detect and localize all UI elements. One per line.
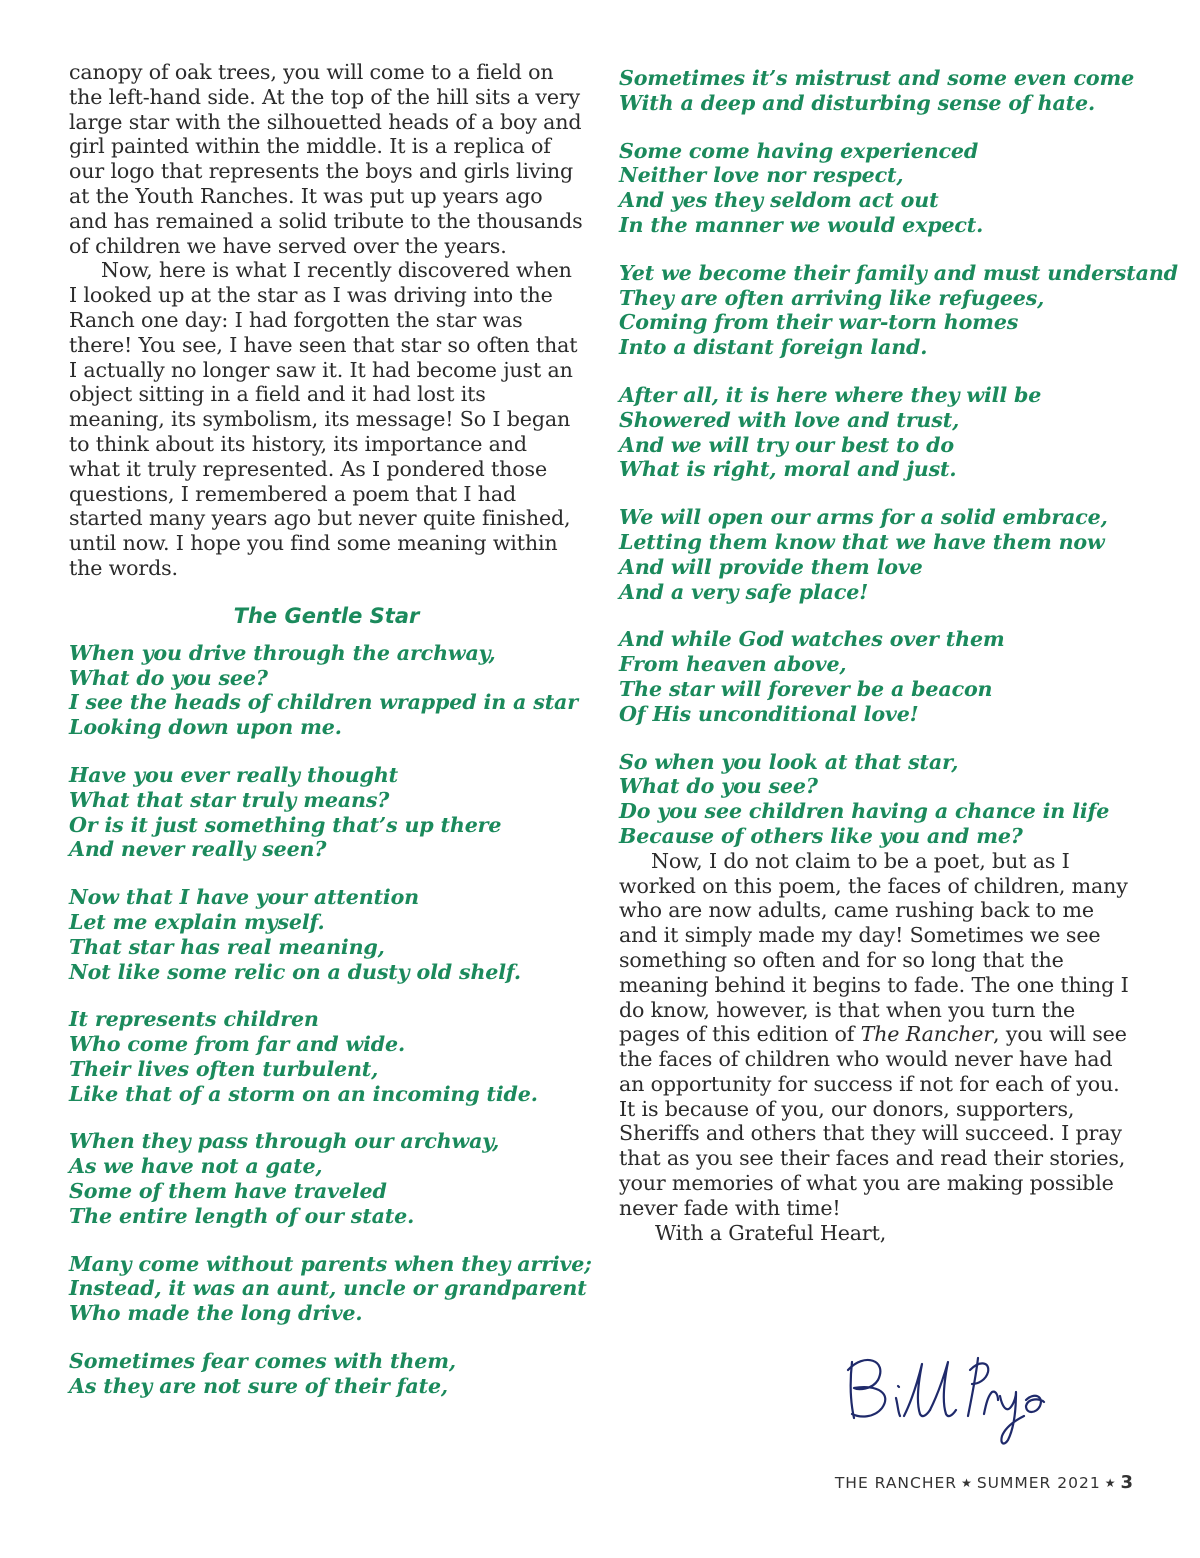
poem-line: What that star truly means?: [69, 787, 390, 812]
poem-line: Looking down upon me.: [69, 715, 342, 740]
poem-line: Letting them know that we have them now: [619, 529, 1105, 554]
poem-line: What do you see?: [69, 665, 268, 690]
poem-line: What is right, moral and just.: [619, 457, 957, 482]
closing-text-end: , you will see the faces of children who would never have had an opportunity for success if not for each of you. It is because of you, our donors, supporters, Sheriffs and others that they will succeed. I pray that as you see their faces and read their stories, your memories of what you are making possible never fade with time!: [619, 1022, 1127, 1220]
poem-stanza: [69, 641, 584, 740]
poem-stanza: [619, 627, 1134, 726]
footer-issue: SUMMER 2021: [976, 1474, 1101, 1492]
left-column: [69, 60, 592, 1399]
poem-line: Sometimes it’s mistrust and some even come: [619, 66, 1135, 90]
poem-line: And never really seen?: [69, 837, 327, 862]
poem-line: Now that I have your attention: [69, 885, 420, 910]
poem-line: The entire length of our state.: [69, 1203, 415, 1228]
poem-line: What do you see?: [619, 774, 818, 799]
poem-stanza: [619, 139, 1134, 238]
poem-line: As we have not a gate,: [69, 1154, 323, 1179]
poem-stanza: [619, 66, 1134, 116]
signature: [838, 1340, 1058, 1450]
poem-line: We will open our arms for a solid embrace,: [619, 505, 1108, 530]
poem-line: Showered with love and trust,: [619, 407, 960, 432]
poem-line: When they pass through our archway,: [69, 1129, 500, 1154]
poem-stanza: [619, 260, 1178, 360]
poem-line: And a very safe place!: [619, 579, 869, 604]
poem-line: After all, it is here where they will be: [619, 382, 1042, 407]
poem-line: Who come from far and wide.: [69, 1032, 406, 1057]
star-icon: ★: [961, 1476, 973, 1490]
poem-line: In the manner we would expect.: [619, 212, 984, 237]
poem-title: The Gentle Star: [233, 603, 420, 628]
footer-publication: THE RANCHER: [834, 1474, 958, 1492]
poem-stanza: [69, 1007, 584, 1106]
body-paragraph: Now, here is what I recently discovered when I looked up at the star as I was driving into the Ranch one day: I had forgotten the star was there! You see, I have seen that star so often that I actually no longer saw it. It had become just an object sitting in a field and it had lost its meaning, its symbolism, its message! So I began to think about its history, its importance and what it truly represented. As I pondered those questions, I remembered a poem that I had started many years ago but never quite finished, until now. I hope you find some meaning within the words.: [69, 258, 578, 580]
poem-line: And we will try our best to do: [619, 432, 954, 457]
poem-line: And while God watches over them: [619, 627, 1005, 652]
poem-line: Instead, it was an aunt, uncle or grandparent: [69, 1276, 587, 1301]
poem-line: Coming from their war-torn homes: [619, 310, 1019, 335]
poem-line: Sometimes fear comes with them,: [69, 1349, 456, 1374]
page-footer: [818, 1472, 1133, 1493]
poem-stanzas-left: [69, 640, 592, 1399]
poem-line: The star will forever be a beacon: [619, 676, 993, 701]
poem-stanza: [619, 383, 1134, 482]
poem-line: I see the heads of children wrapped in a star: [69, 690, 578, 715]
closing-text-start: Now, I do not claim to be a poet, but as I worked on this poem, the faces of children, many who are now adults, came rushing back to me and it simply made my day! Sometimes we see something so often and for so long that the meaning behind it begins to fade. The one thing I do know, however, is that when you turn the pages of this edition of: [619, 848, 1129, 1047]
poem-line: Or is it just something that’s up there: [69, 812, 502, 837]
poem-stanza: [69, 1349, 584, 1399]
poem-line: Who made the long drive.: [69, 1301, 363, 1326]
poem-line: From heaven above,: [619, 652, 847, 677]
poem-stanza: [619, 505, 1134, 604]
poem-line: Many come without parents when they arrive;: [69, 1251, 592, 1276]
poem-line: Because of others like you and me?: [619, 823, 1023, 848]
poem-line: When you drive through the archway,: [69, 640, 496, 665]
sign-off: With a Grateful Heart,: [655, 1220, 887, 1245]
poem-line: Some come having experienced: [619, 138, 979, 163]
right-column: [619, 60, 1178, 1245]
poem-stanza: [619, 750, 1134, 849]
body-paragraph: canopy of oak trees, you will come to a field on the left-hand side. At the top of the hill sits a very large star with the silhouetted heads of a boy and girl painted within the middle. It is a replica of our logo that represents the boys and girls living at the Youth Ranches. It was put up years ago and has remained a solid tribute to the thousands of children we have served over the years.: [69, 60, 583, 258]
poem-stanza: [69, 1129, 584, 1228]
poem-line: As they are not sure of their fate,: [69, 1373, 448, 1398]
publication-title: The Rancher: [860, 1022, 994, 1047]
poem-line: Some of them have traveled: [69, 1179, 387, 1204]
poem-line: Have you ever really thought: [69, 762, 399, 787]
poem-line: Like that of a storm on an incoming tide.: [69, 1081, 538, 1106]
poem-line: Neither love nor respect,: [619, 163, 904, 188]
poem-stanzas-right: [619, 66, 1178, 849]
star-icon: ★: [1104, 1476, 1117, 1490]
poem-stanza: [69, 763, 584, 862]
poem-line: Not like some relic on a dusty old shelf.: [69, 959, 521, 984]
poem-line: Of His unconditional love!: [619, 701, 919, 726]
poem-line: They are often arriving like refugees,: [619, 285, 1045, 310]
poem-line: And will provide them love: [619, 554, 923, 579]
poem-line: Do you see children having a chance in life: [619, 799, 1110, 824]
poem-line: It represents children: [69, 1007, 319, 1032]
poem-line: Their lives often turbulent,: [69, 1056, 379, 1081]
poem-line: Let me explain myself.: [69, 909, 325, 934]
poem-line: Into a distant foreign land.: [619, 335, 928, 360]
poem-line: With a deep and disturbing sense of hate.: [619, 90, 1095, 115]
poem-line: So when you look at that star,: [619, 749, 959, 774]
poem-line: And yes they seldom act out: [619, 188, 939, 213]
poem-line: Yet we become their family and must understand: [619, 260, 1178, 285]
poem-stanza: [69, 1251, 592, 1326]
poem-stanza: [69, 885, 584, 984]
poem-line: That star has real meaning,: [69, 934, 385, 959]
page-number: 3: [1120, 1472, 1133, 1493]
closing-paragraph: [619, 849, 1134, 1221]
